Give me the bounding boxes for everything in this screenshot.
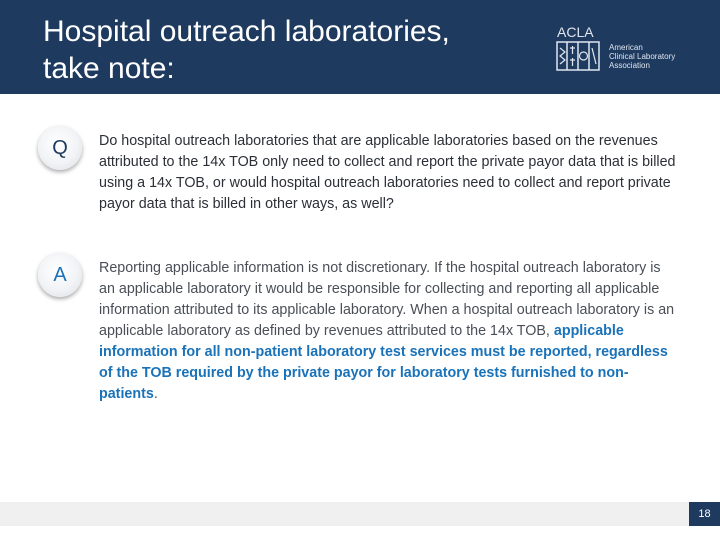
- logo-line-3: Association: [609, 61, 650, 70]
- page-number: 18: [689, 502, 720, 526]
- acla-logo: [555, 24, 695, 72]
- slide-title-line-2: take note:: [43, 52, 175, 85]
- header-bar: [0, 0, 720, 94]
- logo-line-1: American: [609, 43, 643, 52]
- acla-logo-text: [609, 43, 675, 70]
- logo-line-2: Clinical Laboratory: [609, 52, 676, 61]
- answer-badge: [38, 253, 82, 297]
- question-text: Do hospital outreach laboratories that are applicable laboratories based on the revenues attributed to the 14x TOB only need to collect and report the private payor data that is billed using a 14x TOB, or would hospital outreach laboratories need to collect and report private payor data that is billed in other ways, as well?: [99, 133, 676, 212]
- answer-text: [99, 258, 679, 405]
- question-badge-letter: Q: [52, 136, 68, 159]
- answer-text-end: .: [153, 386, 158, 402]
- answer-text-plain: Reporting applicable information is not discretionary. If the hospital outreach laboratory is an applicable laboratory it would be responsible for collecting and reporting all applicable information attributed to its applicable laboratory. When a hospital outreach laboratory is an applicable laboratory as defined by revenues attributed to the 14x TOB,: [99, 260, 675, 339]
- answer-badge-letter: A: [53, 263, 67, 286]
- answer-text-highlight: applicable information for all non-patient laboratory test services must be reported, regardless of the TOB required by the private payor for laboratory tests furnished to non-patients: [99, 323, 668, 402]
- acla-emblem-icon: [555, 24, 605, 72]
- slide-title-line-1: Hospital outreach laboratories,: [43, 15, 450, 48]
- slide-title: [43, 13, 450, 87]
- footer-bar: [0, 502, 720, 526]
- question-badge: [38, 126, 82, 170]
- svg-text:ACLA: ACLA: [557, 24, 594, 40]
